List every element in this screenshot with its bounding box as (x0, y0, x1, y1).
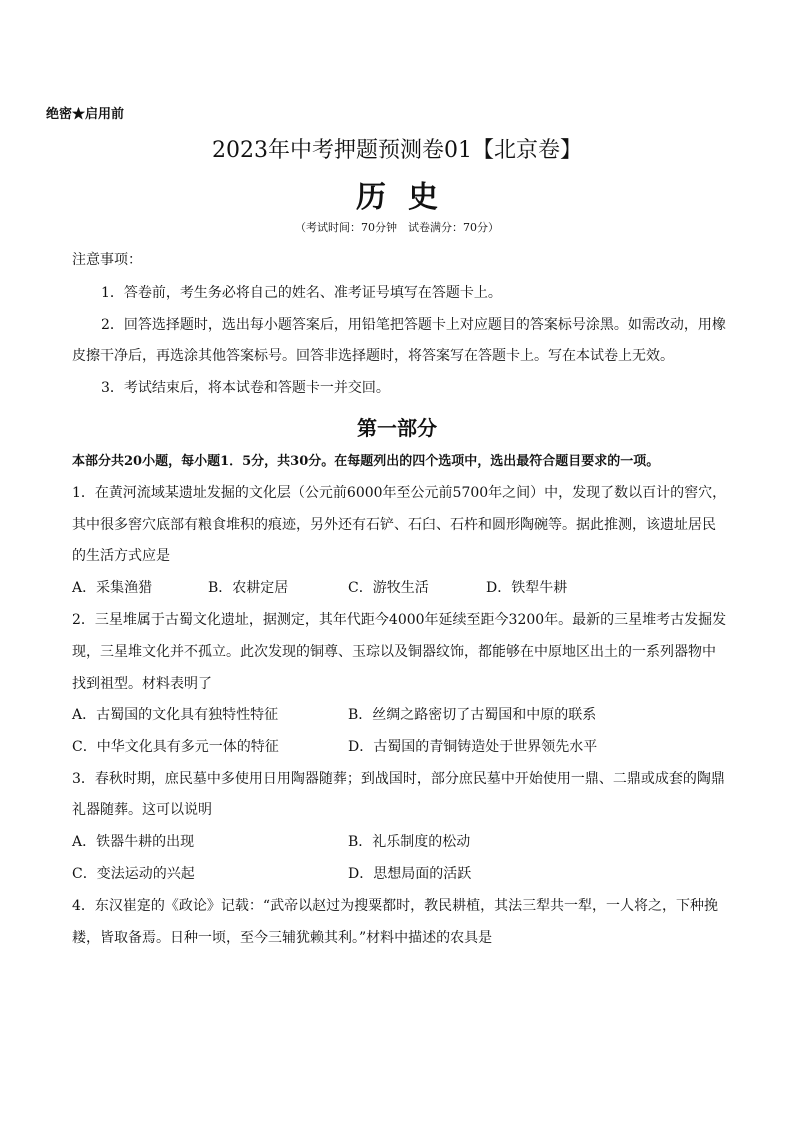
q1-stem-line-1: 1．在黄河流域某遗址发掘的文化层（公元前6000年至公元前5700年之间）中，发现了数以百计的窖穴， (72, 485, 727, 501)
exam-meta: （考试时间：70分钟 试卷满分：70分） (295, 221, 499, 234)
notes-item-1: 1．答卷前，考生务必将自己的姓名、准考证号填写在答题卡上。 (101, 285, 502, 301)
notes-item-3: 3．考试结束后，将本试卷和答题卡一并交回。 (101, 380, 390, 396)
notes-item-2-line-2: 皮擦干净后，再选涂其他答案标号。回答非选择题时，将答案写在答题卡上。写在本试卷上无效。 (72, 348, 674, 364)
q3-stem-line-2: 礼器随葬。这可以说明 (72, 802, 212, 818)
q4-stem-line-2: 耧，皆取备焉。日种一顷，至今三辅犹赖其利。”材料中描述的农具是 (72, 930, 493, 946)
q3-option-a: A．铁器牛耕的出现 (72, 834, 195, 850)
q4-stem-line-1: 4．东汉崔寔的《政论》记载：“武帝以赵过为搜粟都时，教民耕植，其法三犁共一犁，一人将之，下种挽 (72, 898, 719, 914)
notes-item-2-line-1: 2．回答选择题时，选出每小题答案后，用铅笔把答题卡上对应题目的答案标号涂黑。如需改动，用橡 (101, 317, 726, 333)
q3-option-d: D．思想局面的活跃 (348, 866, 472, 882)
q2-option-a: A．古蜀国的文化具有独特性特征 (72, 707, 279, 723)
section-title: 第一部分 (357, 416, 437, 440)
q1-option-b: B．农耕定居 (208, 580, 289, 596)
q2-option-d: D．古蜀国的青铜铸造处于世界领先水平 (348, 739, 598, 755)
q3-option-c: C．变法运动的兴起 (72, 866, 195, 882)
exam-title: 2023年中考押题预测卷01【北京卷】 (212, 138, 582, 163)
q2-stem-line-2: 现，三星堆文化并不孤立。此次发现的铜尊、玉琮以及铜器纹饰，都能够在中原地区出土的一系列器物中 (72, 644, 716, 660)
q3-stem-line-1: 3．春秋时期，庶民墓中多使用日用陶器随葬；到战国时，部分庶民墓中开始使用一鼎、二鼎或成套的陶鼎 (72, 771, 725, 787)
q3-option-b: B．礼乐制度的松动 (348, 834, 471, 850)
q1-option-c: C．游牧生活 (348, 580, 429, 596)
q1-option-a: A．采集渔猎 (72, 580, 153, 596)
q2-option-c: C．中华文化具有多元一体的特征 (72, 739, 279, 755)
subject-title: 历史 (356, 180, 460, 215)
q2-stem-line-3: 找到祖型。材料表明了 (72, 676, 212, 692)
q1-option-d: D．铁犁牛耕 (486, 580, 568, 596)
notes-heading: 注意事项： (72, 252, 142, 268)
q2-option-b: B．丝绸之路密切了古蜀国和中原的联系 (348, 707, 597, 723)
confidential-mark: 绝密★启用前 (46, 107, 125, 122)
q1-stem-line-2: 其中很多窖穴底部有粮食堆积的痕迹，另外还有石铲、石臼、石杵和圆形陶碗等。据此推测，该遗址居民 (72, 517, 716, 533)
q2-stem-line-1: 2．三星堆属于古蜀文化遗址，据测定，其年代距今4000年延续至距今3200年。最新的三星堆考古发掘发 (72, 612, 727, 628)
q1-stem-line-3: 的生活方式应是 (72, 548, 170, 564)
section-instruction: 本部分共20小题，每小题1．5分，共30分。在每题列出的四个选项中，选出最符合题目要求的一项。 (72, 454, 660, 469)
